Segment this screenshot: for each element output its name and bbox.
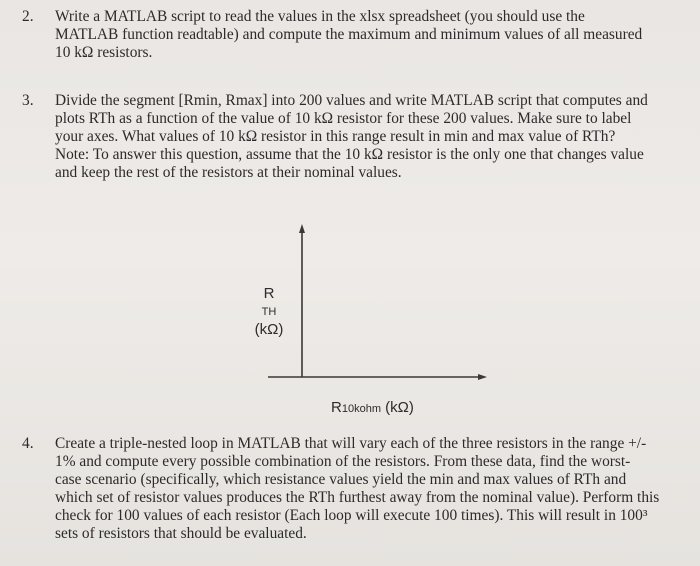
question-4-line: sets of resistors that should be evaluated. <box>55 525 307 542</box>
question-3-line: Note: To answer this question, assume that the 10 kΩ resistor is the only one that changes value <box>55 146 644 163</box>
x-axis-arrowhead <box>478 374 487 380</box>
x-axis-label <box>331 399 414 416</box>
question-3 <box>22 92 690 182</box>
question-2-text <box>55 8 690 62</box>
question-4-line: 1% and compute every possible combination of the resistors. From these data, find the worst- <box>55 453 631 470</box>
y-axis-label-subscript: TH <box>261 306 277 318</box>
question-4-number: 4. <box>22 435 34 452</box>
question-2 <box>22 8 690 62</box>
question-4-line: Create a triple-nested loop in MATLAB that will vary each of the three resistors in the range +/- <box>55 435 647 452</box>
question-2-number: 2. <box>22 8 34 25</box>
question-2-line: Write a MATLAB script to read the values in the xlsx spreadsheet (you should use the <box>55 8 585 25</box>
y-axis-label-symbol <box>246 285 292 321</box>
question-2-line: 10 kΩ resistors. <box>55 44 153 61</box>
question-2-line: MATLAB function readtable) and compute the maximum and minimum values of all measured <box>55 26 643 43</box>
question-4-line: check for 100 values of each resistor (Each loop will execute 100 times). This will result in 100³ <box>55 507 648 524</box>
question-4-line: which set of resistor values produces the RTh furthest away from the nominal value). Perform this <box>55 489 660 506</box>
question-3-line: your axes. What values of 10 kΩ resistor in this range result in min and max value of RTh? <box>55 128 616 145</box>
y-axis-label-unit: (kΩ) <box>254 321 284 338</box>
question-4 <box>22 435 690 543</box>
question-3-line: and keep the rest of the resistors at their nominal values. <box>55 164 402 181</box>
y-axis-label-main: R <box>263 285 275 302</box>
question-3-number: 3. <box>22 92 34 109</box>
question-4-line: case scenario (specifically, which resistance values yield the min and max values of RTh and <box>55 471 627 488</box>
x-axis-label-main: R <box>331 399 342 416</box>
question-3-text <box>55 92 690 182</box>
question-3-line: Divide the segment [Rmin, Rmax] into 200 values and write MATLAB script that computes and <box>55 92 648 109</box>
x-axis-label-unit: (kΩ) <box>380 399 414 416</box>
question-4-text <box>55 435 690 543</box>
question-3-line: plots RTh as a function of the value of 10 kΩ resistor for these 200 values. Make sure to label <box>55 110 632 127</box>
y-axis-arrowhead <box>299 224 305 233</box>
x-axis-label-subscript: 10kohm <box>341 403 381 415</box>
y-axis-label <box>246 285 292 339</box>
